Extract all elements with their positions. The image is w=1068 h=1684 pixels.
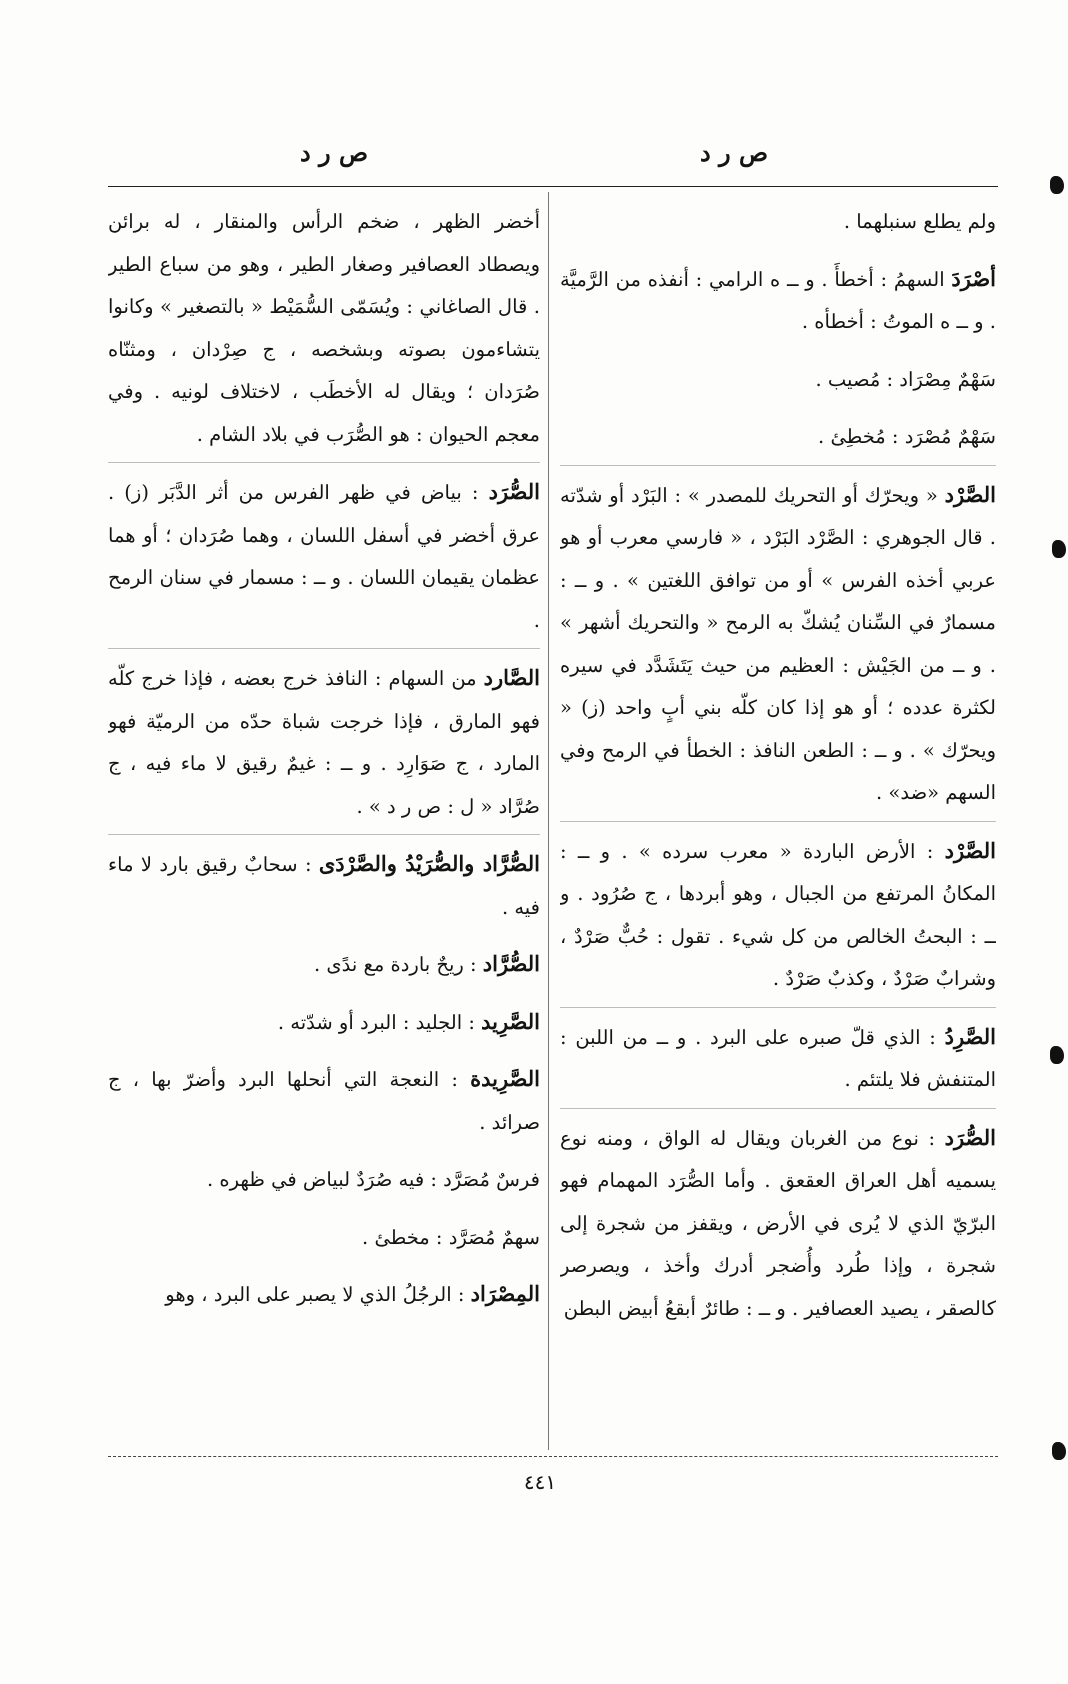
running-header-right: ص ر د (700, 138, 769, 167)
entry-definition: : الذي قلّ صبره على البرد . و ــ من اللبن : المتنفش فلا يلتئم . (560, 1025, 996, 1091)
dictionary-entry (560, 474, 996, 822)
header-rule (108, 186, 998, 187)
dictionary-entry (560, 830, 996, 1008)
page-number: ٤٤١ (523, 1470, 557, 1494)
entry-headword: الصَّرْد (944, 837, 996, 863)
dictionary-entry (108, 1058, 540, 1150)
entry-headword: أصْرَدَ (951, 265, 996, 291)
entry-definition: أخضر الظهر ، ضخم الرأس والمنقار ، له برائن ويصطاد العصافير وصغار الطير ، وهو من سباع الطير . قال الصاغاني : ويُسَمّى السُّمَيْط « بالتصغير » وكانوا يتشاءمون بصوته وبشخصه ، ج صِرْدان ، ومثنّاه صُرَدان ؛ ويقال له الأخطَب ، لاختلاف لونيه . وفي معجم الحيوان : هو الصُّرَب في بلاد الشام . (108, 210, 540, 446)
entry-definition: : النعجة التي أنحلها البرد وأضرّ بها ، ج صرائد . (108, 1068, 540, 1134)
entry-headword: الصَّرِيدة (470, 1066, 540, 1091)
entry-definition: فرسٌ مُصَرَّد : فيه صُرَدٌ لبياض في ظهره . (207, 1168, 540, 1191)
entry-headword: الصُّرَد (944, 1124, 996, 1150)
entry-headword: الصَّرِيد (481, 1008, 540, 1034)
entry-definition: : الأرض الباردة « معرب سرده » . و ــ : المكانُ المرتفع من الجبال ، وهو أبردها ، ج صُرُود . و ــ : البحتُ الخالص من كل شيء . تقول : حُبٌّ صَرْدٌ ، وشرابٌ صَرْدٌ ، وكذبٌ صَرْدٌ . (560, 839, 996, 990)
dictionary-entry (108, 943, 540, 993)
scan-edge-mark (1050, 1046, 1064, 1064)
dictionary-entry (108, 1158, 540, 1208)
dictionary-entry (560, 1016, 996, 1109)
entry-headword: الصَّارد (483, 665, 540, 690)
dictionary-entry (108, 843, 540, 935)
running-header-left: ص ر د (300, 138, 369, 167)
dictionary-entry (108, 471, 540, 649)
entry-headword: الصُّرَد (488, 479, 540, 504)
entry-definition: : ريحٌ باردة مع ندًى . (313, 953, 483, 976)
entry-definition: : الجليد : البرد أو شدّته . (277, 1010, 482, 1034)
scan-edge-mark (1050, 176, 1064, 194)
entry-headword: الصَّرِدُ (944, 1023, 996, 1049)
right-column (560, 200, 996, 1450)
left-column (108, 200, 540, 1450)
dictionary-entry (108, 1216, 540, 1266)
dictionary-entry (560, 200, 996, 250)
footer-rule (108, 1456, 998, 1457)
dictionary-entry (560, 415, 996, 466)
entry-definition: ولم يطلع سنبلهما . (843, 210, 996, 233)
dictionary-entry (560, 358, 996, 408)
dictionary-entry (108, 1273, 540, 1323)
dictionary-entry (108, 657, 540, 835)
entry-definition: « ويحرّك أو التحريك للمصدر » : البَرْد أو شدّته . قال الجوهري : الصَّرْد البَرْد ، « فارسي معرب أو هو عربي أخذه الفرس » أو من توافق اللغتين » . و ــ : مسمارٌ في السِّنان يُشكّ به الرمح « والتحريك أشهر » . و ــ من الجَيْش : العظيم من حيث يَتَشَدَّد في سيره لكثرة عدده ؛ أو هو إذا كان كلّه بني أبٍ واحد (ز) « ويحرّك » . و ــ : الطعن النافذ : الخطأ في الرمح وفي السهم «ضد» . (560, 483, 996, 804)
entry-headword: الصُّرَّاد والصُّرَيْدُ والصَّرْدَى (318, 851, 540, 876)
column-divider (548, 192, 549, 1450)
entry-definition: سهمٌ مُصَرَّد : مخطئ . (362, 1225, 540, 1249)
dictionary-entry (560, 258, 996, 350)
entry-definition: : بياض في ظهر الفرس من أثر الدَّبَر (ز) . عرق أخضر في أسفل اللسان ، وهما صُرَدان ؛ أو هما عظمان يقيمان اللسان . و ــ : مسمار في سنان الرمح . (108, 481, 540, 632)
entry-definition: : نوع من الغربان ويقال له الواق ، ومنه نوع يسميه أهل العراق العقعق . وأما الصُّرَد المهمام فهو البرّيّ الذي لا يُرى في الأرض ، ويقفز من شجرة إلى شجرة ، وإذا طُرد وأُضجر أدرك وأخذ ، ويصرصر كالصقر ، يصيد العصافير . و ــ : طائرٌ أبقعُ أبيض البطن (560, 1126, 996, 1320)
dictionary-entry (108, 1001, 540, 1051)
entry-definition: : الرجُلُ الذي لا يصبر على البرد ، وهو (165, 1283, 471, 1306)
dictionary-entry (560, 1117, 996, 1337)
entry-headword: المِصْرَاد (470, 1281, 540, 1306)
scan-edge-mark (1052, 1442, 1066, 1460)
scan-edge-mark (1052, 540, 1066, 558)
entry-headword: الصَّرْد (944, 481, 996, 507)
entry-definition: السهمُ : أخطأَ . و ــ ه الرامي : أنفذه من الرَّميَّة . و ــ ه الموتُ : أخطأه . (560, 267, 996, 333)
entry-definition: من السهام : النافذ خرج بعضه ، فإذا خرج كلّه فهو المارق ، فإذا خرجت شباة حدّه من الرميّة فهو المارد ، ج صَوَارِد . و ــ : غيمٌ رقيق لا ماء فيه ، ج صُرَّاد « ل : ص ر د » . (108, 667, 540, 818)
dictionary-entry (108, 200, 540, 463)
entry-definition: سَهْمٌ مُصْرَد : مُخطِئ . (818, 425, 996, 448)
entry-headword: الصُّرَّاد (482, 951, 540, 976)
entry-definition: : سحابٌ رقيق بارد لا ماء فيه . (108, 853, 540, 919)
entry-definition: سَهْمٌ مِصْرَاد : مُصيب . (815, 367, 996, 391)
